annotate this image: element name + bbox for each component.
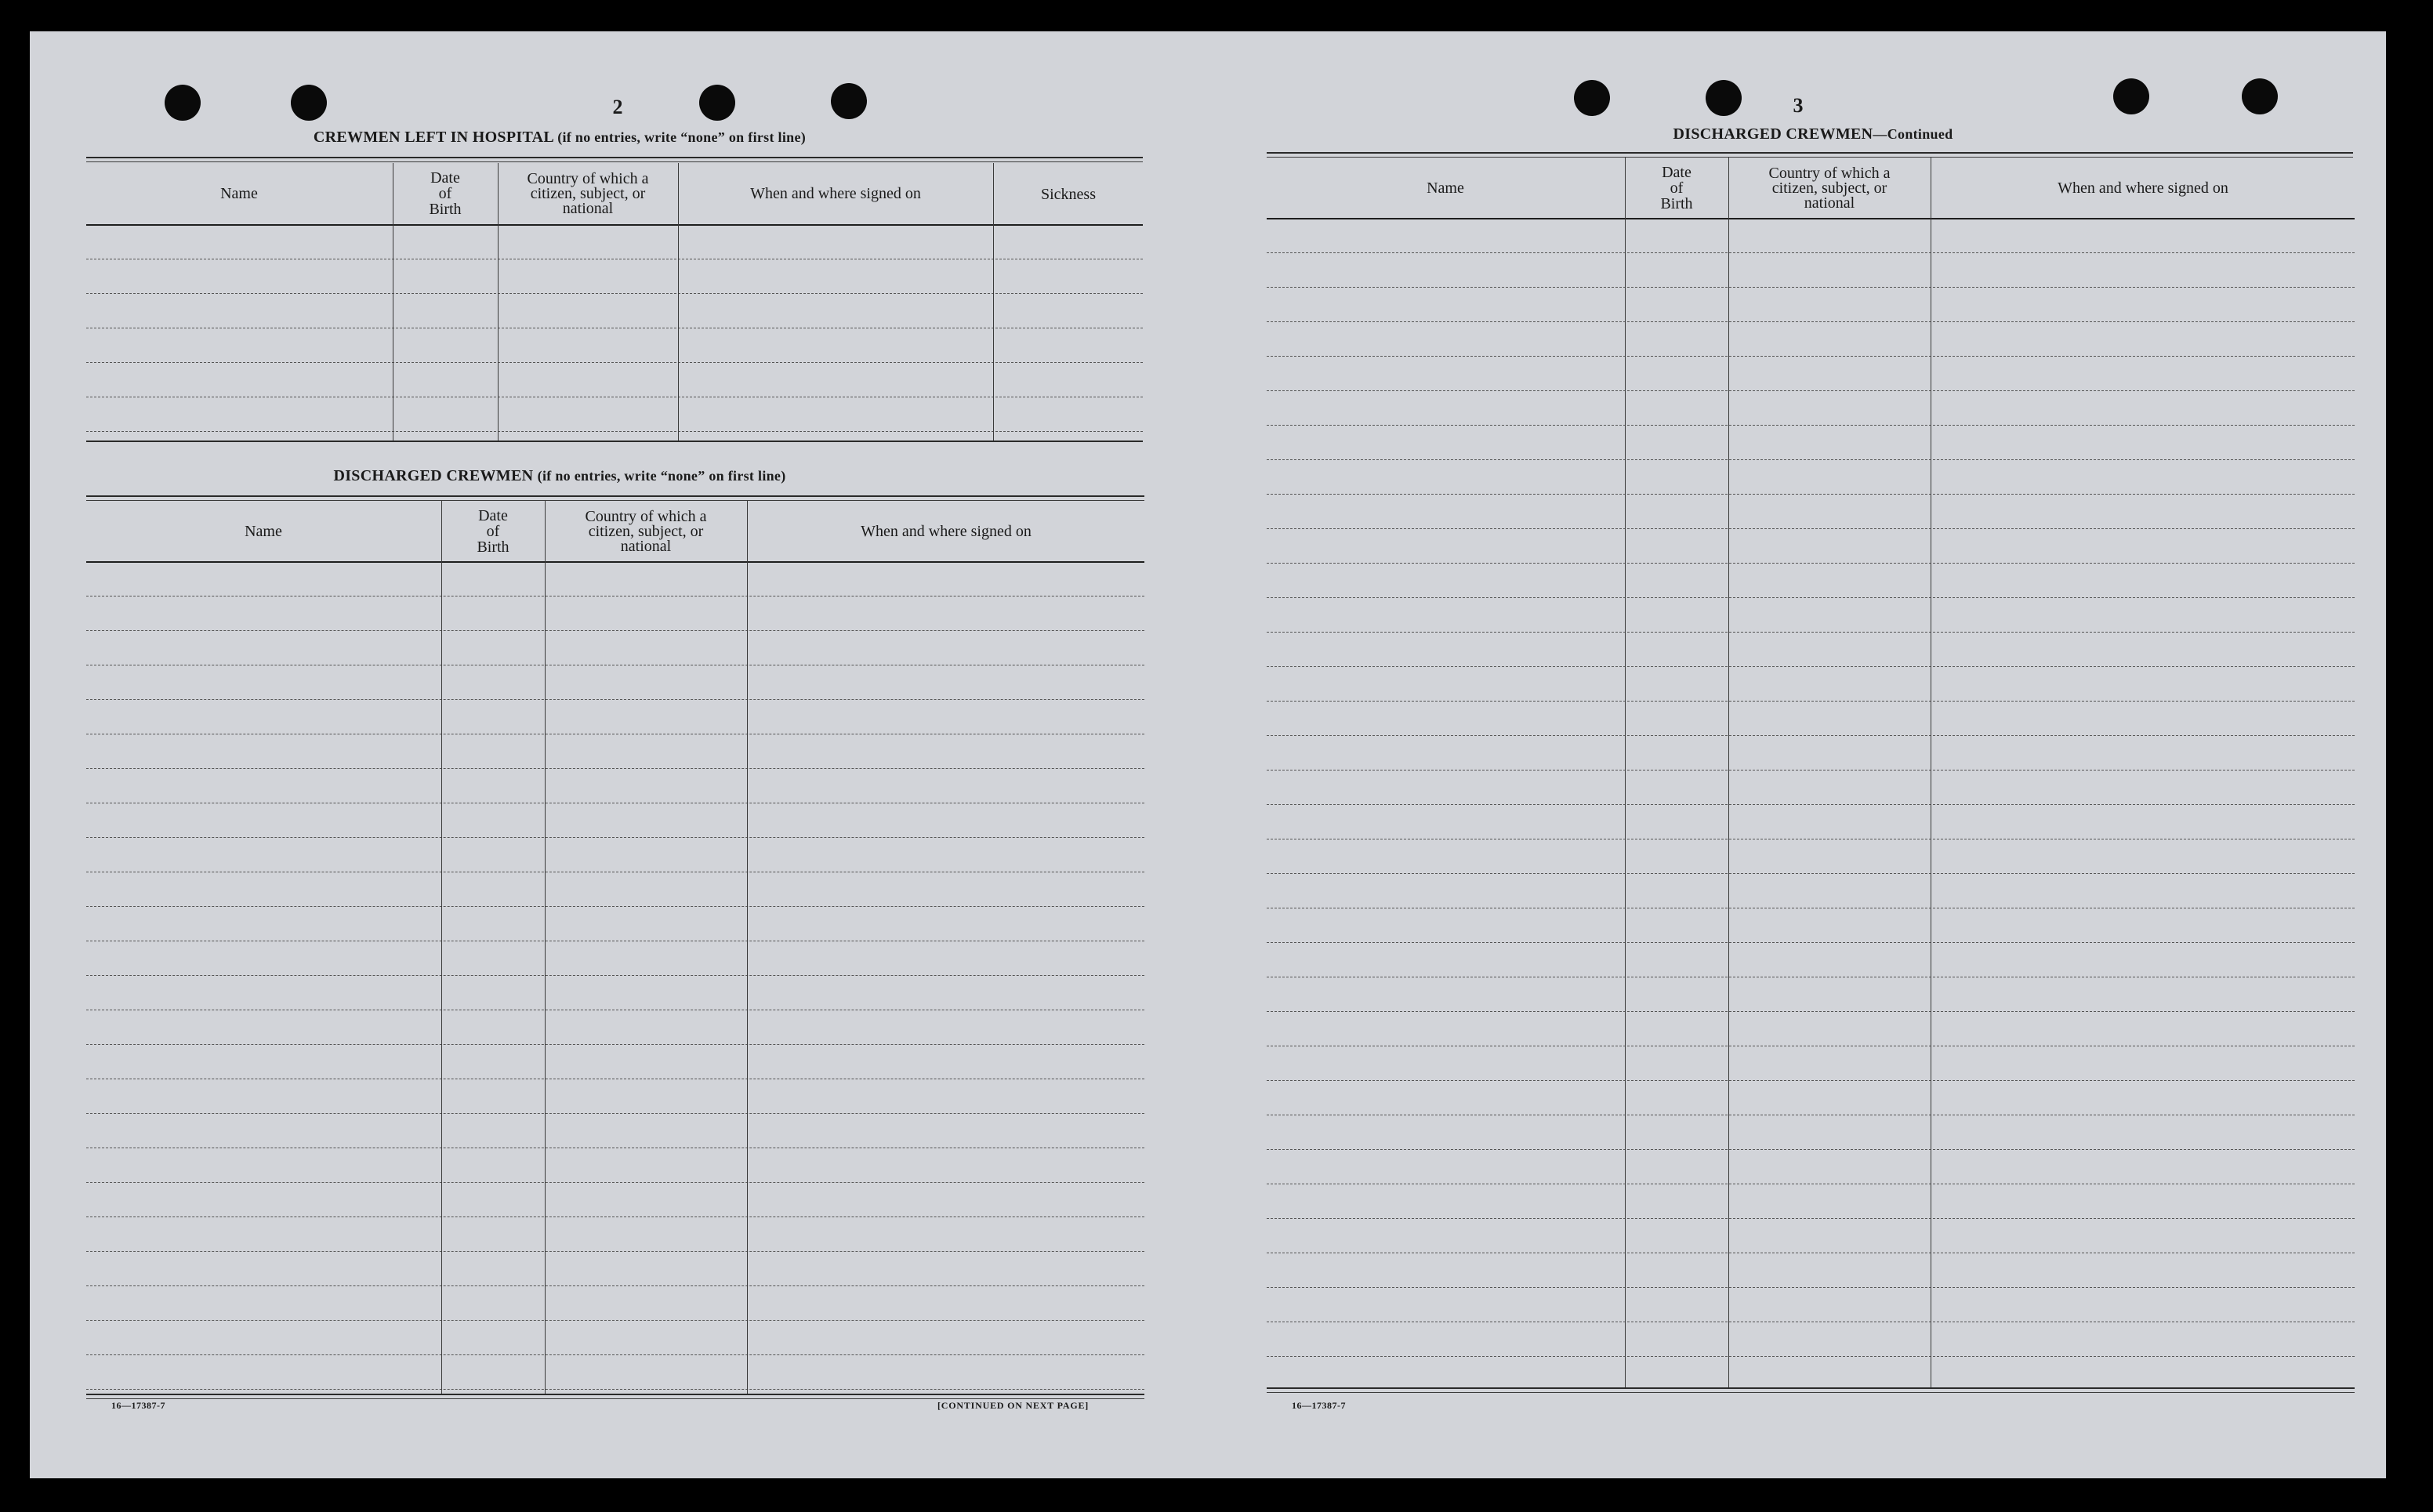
discharged-row-line xyxy=(86,975,1144,976)
punch-hole xyxy=(2113,78,2149,114)
discharged-row-line xyxy=(86,1389,1144,1390)
form-code-left: 16—17387-7 xyxy=(111,1400,165,1411)
continued-row-line xyxy=(1267,1218,2355,1219)
continued-row-line xyxy=(1267,459,2355,460)
continued-row-line xyxy=(1267,321,2355,322)
continued-row-line xyxy=(1267,390,2355,391)
continued-row-line xyxy=(1267,701,2355,702)
hospital-top-rule xyxy=(86,157,1143,158)
hospital-col-country xyxy=(499,163,677,224)
discharged-col-country xyxy=(546,502,746,561)
continued-top-rule-thin xyxy=(1267,157,2353,158)
continued-note: [CONTINUED ON NEXT PAGE] xyxy=(937,1400,1090,1411)
discharged-row-line xyxy=(86,1320,1144,1321)
hospital-column-divider xyxy=(498,163,499,441)
continued-col-country-line2: citizen, subject, or xyxy=(1771,179,1887,197)
discharged-row-line xyxy=(86,1182,1144,1183)
continued-row-line xyxy=(1267,770,2355,771)
discharged-row-line xyxy=(86,906,1144,907)
discharged-row-line xyxy=(86,1251,1144,1252)
continued-row-line xyxy=(1267,942,2355,943)
discharged-col-country-line1: Country of which a xyxy=(585,507,707,525)
hospital-bottom-rule xyxy=(86,441,1143,442)
continued-col-country-line1: Country of which a xyxy=(1768,164,1891,182)
continued-top-rule xyxy=(1267,152,2353,154)
continued-col-signed: When and where signed on xyxy=(2058,179,2228,197)
continued-row-line xyxy=(1267,528,2355,529)
discharged-col-country-line3: national xyxy=(620,537,672,555)
discharged-col-dob-line2: of xyxy=(486,523,500,540)
continued-column-divider xyxy=(1625,157,1626,1387)
hospital-col-name: Name xyxy=(220,185,258,202)
continued-column-divider xyxy=(1728,157,1729,1387)
discharged-bottom-rule xyxy=(86,1394,1144,1395)
punch-hole xyxy=(1706,80,1742,116)
discharged-top-rule-thin xyxy=(86,500,1144,501)
continued-col-dob-line1: Date xyxy=(1662,164,1691,181)
discharged-row-line xyxy=(86,699,1144,700)
continued-section-title xyxy=(1270,125,2356,143)
page-number-left: 2 xyxy=(612,96,623,118)
continued-row-line xyxy=(1267,1356,2355,1357)
continued-row-line xyxy=(1267,356,2355,357)
discharged-row-line xyxy=(86,1113,1144,1114)
continued-row-line xyxy=(1267,597,2355,598)
hospital-col-dob xyxy=(393,163,497,224)
hospital-col-sickness: Sickness xyxy=(1041,186,1096,203)
hospital-col-country-line2: citizen, subject, or xyxy=(530,184,646,202)
discharged-top-rule xyxy=(86,495,1144,497)
continued-row-line xyxy=(1267,666,2355,667)
discharged-row-line xyxy=(86,1285,1144,1286)
continued-row-line xyxy=(1267,494,2355,495)
continued-row-line xyxy=(1267,563,2355,564)
continued-col-country-line3: national xyxy=(1804,194,1855,212)
hospital-col-dob-line3: Birth xyxy=(429,201,462,218)
discharged-header-bottom xyxy=(86,561,1144,563)
hospital-row-line xyxy=(86,362,1143,363)
page-number-right: 3 xyxy=(1793,94,1804,117)
hospital-title: CREWMEN LEFT IN HOSPITAL xyxy=(313,129,553,146)
hospital-column-divider xyxy=(993,163,994,441)
hospital-col-dob-line1: Date xyxy=(430,169,460,187)
punch-hole xyxy=(165,85,201,121)
continued-row-line xyxy=(1267,252,2355,253)
hospital-col-signed: When and where signed on xyxy=(750,185,921,202)
hospital-note: (if no entries, write “none” on first line) xyxy=(557,129,807,145)
continued-bottom-rule-thin xyxy=(1267,1392,2355,1393)
hospital-section-title xyxy=(141,129,978,147)
hospital-header-bottom xyxy=(86,224,1143,226)
continued-row-line xyxy=(1267,1149,2355,1150)
continued-col-country xyxy=(1729,158,1930,218)
discharged-row-line xyxy=(86,1354,1144,1355)
punch-hole xyxy=(291,85,327,121)
continued-row-line xyxy=(1267,287,2355,288)
form-code-right: 16—17387-7 xyxy=(1292,1400,1346,1411)
discharged-col-dob xyxy=(442,502,544,561)
continued-row-line xyxy=(1267,873,2355,874)
hospital-top-rule-thin xyxy=(86,161,1143,162)
continued-col-dob-line2: of xyxy=(1670,179,1684,197)
discharged-col-signed: When and where signed on xyxy=(861,523,1032,540)
discharged-column-divider xyxy=(747,500,748,1394)
continued-row-line xyxy=(1267,632,2355,633)
discharged-column-divider xyxy=(545,500,546,1394)
punch-hole xyxy=(831,83,867,119)
discharged-row-line xyxy=(86,837,1144,838)
continued-row-line xyxy=(1267,735,2355,736)
discharged-note: (if no entries, write “none” on first line) xyxy=(537,468,786,484)
discharged-bottom-rule-thin xyxy=(86,1398,1144,1399)
continued-col-dob-line3: Birth xyxy=(1660,195,1693,212)
discharged-row-line xyxy=(86,1216,1144,1217)
hospital-row-line xyxy=(86,431,1143,432)
discharged-row-line xyxy=(86,1044,1144,1045)
continued-row-line xyxy=(1267,425,2355,426)
hospital-column-divider xyxy=(678,163,679,441)
hospital-col-country-line1: Country of which a xyxy=(527,169,649,187)
punch-hole xyxy=(2242,78,2278,114)
hospital-row-line xyxy=(86,293,1143,294)
continued-row-line xyxy=(1267,1080,2355,1081)
form-sheet xyxy=(30,31,2386,1478)
discharged-column-divider xyxy=(441,500,442,1394)
punch-hole xyxy=(1574,80,1610,116)
continued-row-line xyxy=(1267,1011,2355,1012)
hospital-col-dob-line2: of xyxy=(438,185,452,202)
discharged-col-name: Name xyxy=(245,523,282,540)
continued-title-suffix: —Continued xyxy=(1873,126,1953,142)
discharged-section-title xyxy=(141,467,978,485)
discharged-row-line xyxy=(86,630,1144,631)
discharged-row-line xyxy=(86,768,1144,769)
continued-col-name: Name xyxy=(1427,179,1464,197)
continued-bottom-rule xyxy=(1267,1387,2355,1389)
continued-title: DISCHARGED CREWMEN xyxy=(1673,125,1873,143)
continued-row-line xyxy=(1267,1287,2355,1288)
discharged-col-dob-line1: Date xyxy=(478,507,508,524)
discharged-title: DISCHARGED CREWMEN xyxy=(333,467,534,484)
discharged-col-country-line2: citizen, subject, or xyxy=(588,522,704,540)
discharged-col-dob-line3: Birth xyxy=(477,538,509,556)
continued-col-dob xyxy=(1626,158,1728,218)
continued-row-line xyxy=(1267,804,2355,805)
punch-hole xyxy=(699,85,735,121)
hospital-col-country-line3: national xyxy=(562,199,614,217)
continued-header-bottom xyxy=(1267,218,2355,219)
